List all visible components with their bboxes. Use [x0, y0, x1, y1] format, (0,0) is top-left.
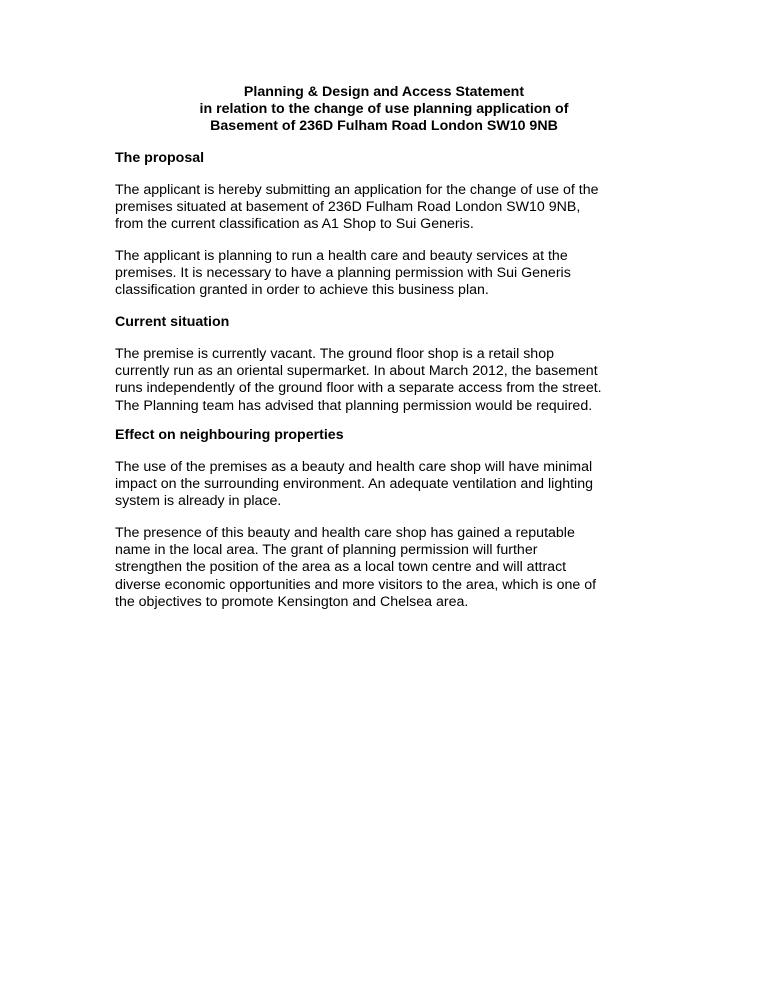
paragraph-effect-2 — [115, 525, 596, 611]
text-line: name in the local area. The grant of planning permission will further — [115, 542, 538, 559]
text-line: impact on the surrounding environment. An adequate ventilation and lighting — [115, 476, 593, 493]
text-line: premises. It is necessary to have a planning permission with Sui Generis — [115, 265, 571, 282]
document-title — [115, 84, 653, 135]
text-line: The presence of this beauty and health care shop has gained a reputable — [115, 525, 575, 541]
text-line: system is already in place. — [115, 493, 282, 510]
title-line: in relation to the change of use planning application of — [199, 101, 569, 117]
paragraph-proposal-2 — [115, 248, 571, 300]
text-line: The applicant is hereby submitting an application for the change of use of the — [115, 182, 599, 198]
text-line: from the current classification as A1 Shop to Sui Generis. — [115, 216, 474, 233]
text-line: The use of the premises as a beauty and health care shop will have minimal — [115, 459, 593, 475]
text-line: diverse economic opportunities and more visitors to the area, which is one of — [115, 576, 597, 593]
paragraph-proposal-1 — [115, 182, 598, 234]
text-line: classification granted in order to achieve this business plan. — [115, 282, 489, 299]
text-line: The Planning team has advised that planning permission would be required. — [115, 397, 593, 414]
text-line: The premise is currently vacant. The ground floor shop is a retail shop — [115, 346, 554, 362]
title-line: Basement of 236D Fulham Road London SW10 9NB — [210, 118, 558, 134]
text-line: premises situated at basement of 236D Fulham Road London SW10 9NB, — [115, 199, 581, 216]
text-line: The applicant is planning to run a health care and beauty services at the — [115, 248, 568, 264]
section-heading-proposal: The proposal — [115, 150, 205, 166]
title-line: Planning & Design and Access Statement — [243, 84, 525, 100]
text-line: the objectives to promote Kensington and Chelsea area. — [115, 593, 469, 610]
text-line: runs independently of the ground floor with a separate access from the street. — [115, 380, 602, 397]
text-line: currently run as an oriental supermarket. In about March 2012, the basement — [115, 363, 598, 380]
paragraph-current-situation — [115, 346, 602, 415]
text-line: strengthen the position of the area as a local town centre and will attract — [115, 559, 567, 576]
paragraph-effect-1 — [115, 459, 593, 511]
section-heading-effect-on-neighbours: Effect on neighbouring properties — [115, 427, 344, 443]
section-heading-current-situation: Current situation — [115, 314, 230, 330]
